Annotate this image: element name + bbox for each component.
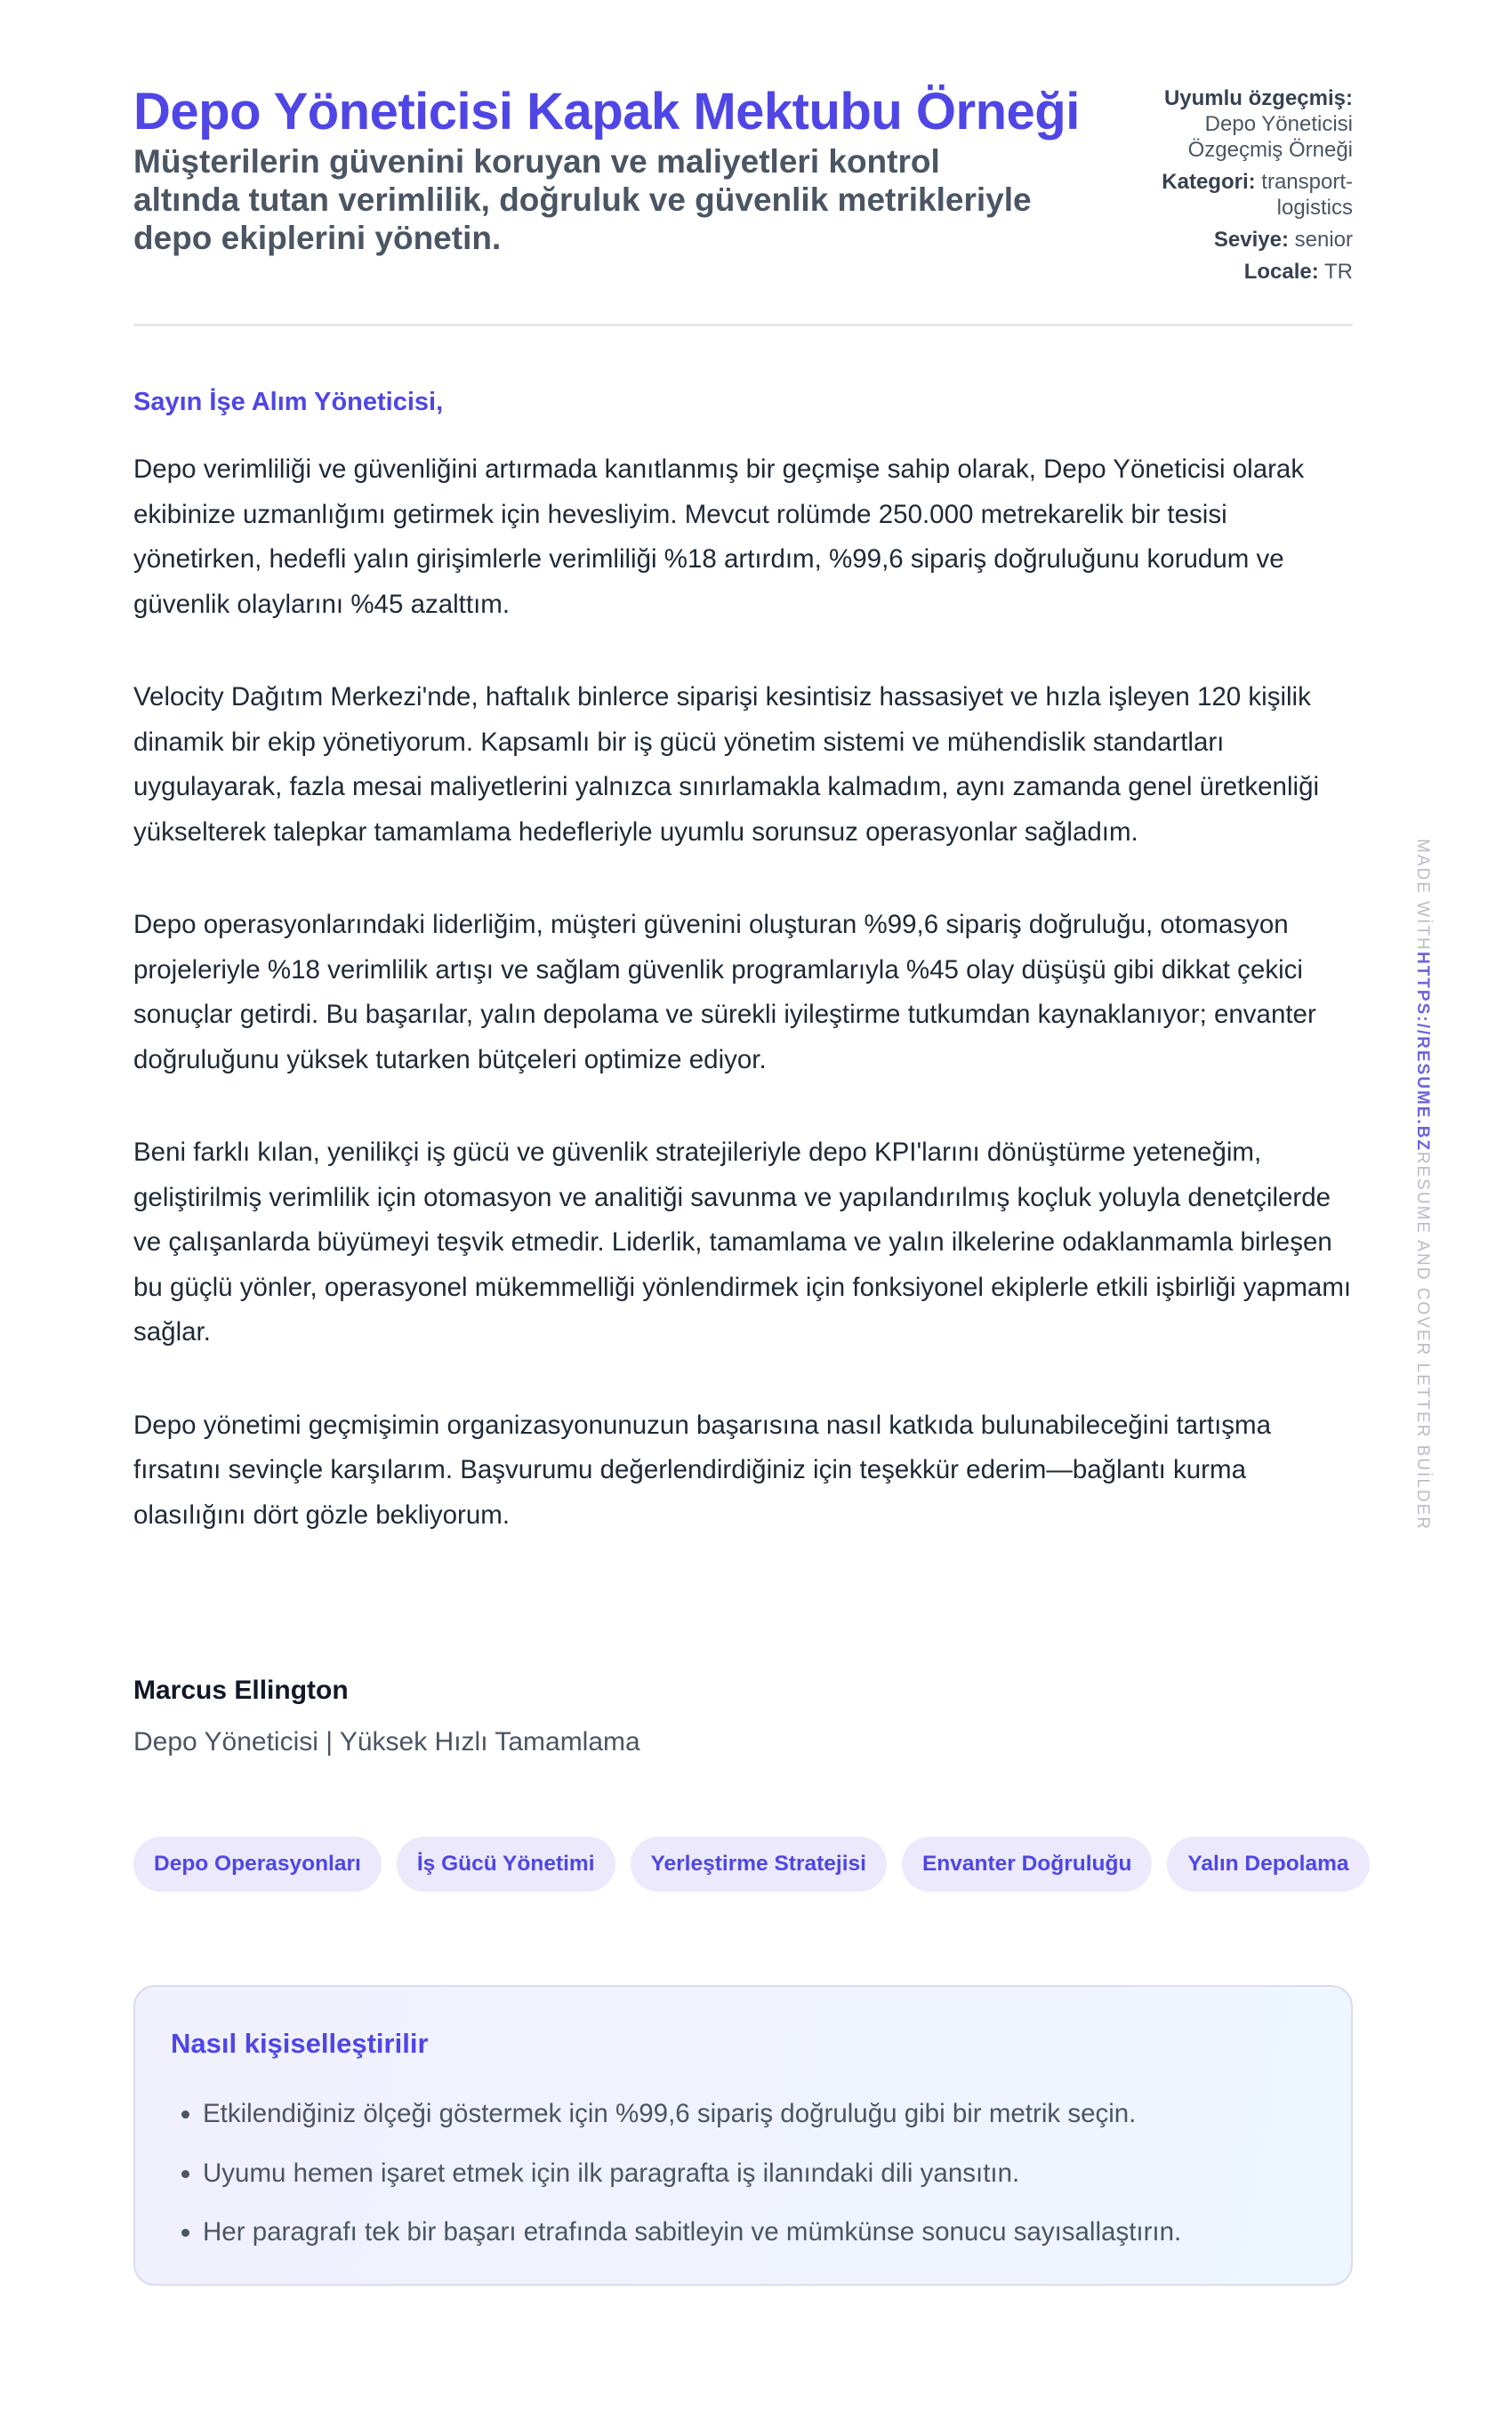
side-banner	[1412, 839, 1432, 1531]
resume-link[interactable]: Depo Yöneticisi Özgeçmiş Örneği	[1187, 112, 1353, 162]
greeting: Sayın İşe Alım Yöneticisi,	[133, 388, 444, 416]
locale-value: TR	[1324, 260, 1353, 284]
level-value: senior	[1294, 228, 1353, 252]
page-subtitle: Müşterilerin güvenini koruyan ve maliyetleri kontrol altında tutan verimlilik, doğruluk ve güvenlik metrikleriyle depo ekiplerini yönetin.	[133, 143, 1032, 256]
tag: İş Gücü Yönetimi	[397, 1837, 615, 1892]
signature-name: Marcus Ellington	[133, 1676, 349, 1705]
tips-heading: Nasıl kişiselleştirilir	[171, 2028, 429, 2059]
resume-label: Uyumlu özgeçmiş:	[1163, 86, 1353, 110]
paragraph: Depo verimliliği ve güvenliğini artırmada kanıtlanmış bir geçmişe sahip olarak, Depo Yöneticisi olarak ekibinize uzmanlığımı getirmek için hevesliyim. Mevcut rolümde 250.000 metrekarelik bir tesisi yönetirken, hedefli yalın girişimlerle verimliliği %18 artırdım, %99,6 sipariş doğruluğunu korudum ve güvenlik olaylarını %45 azalttım.	[133, 454, 1305, 619]
paragraph: Depo yönetimi geçmişimin organizasyonunuzun başarısına nasıl katkıda bulunabileceğini tartışma fırsatını sevinçle karşılarım. Başvurumu değerlendirdiğiniz için teşekkür ederim—bağlantı kurma olasılığını dört gözle bekliyorum.	[133, 1410, 1272, 1530]
page-header	[133, 82, 1353, 284]
tag: Yalın Depolama	[1167, 1837, 1369, 1892]
tip-item: • Etkilendiğiniz ölçeği göstermek için %99,6 sipariş doğruluğu gibi bir metrik seçin.	[203, 2085, 1181, 2144]
banner-prefix: MADE WİTH	[1413, 839, 1432, 952]
tips-list	[171, 2085, 1181, 2263]
signature-title: Depo Yöneticisi | Yüksek Hızlı Tamamlama	[133, 1727, 640, 1757]
locale-label: Locale:	[1243, 260, 1319, 284]
page-title: Depo Yöneticisi Kapak Mektubu Örneği	[133, 83, 1080, 141]
banner-link[interactable]: HTTPS://RESUME.BZ	[1413, 951, 1432, 1152]
category-label: Kategori:	[1162, 170, 1256, 194]
paragraph: Depo operasyonlarındaki liderliğim, müşteri güvenini oluşturan %99,6 sipariş doğruluğu, otomasyon projeleriyle %18 verimlilik artışı ve sağlam güvenlik programlarıyla %45 olay düşüşü gibi dikkat çekici sonuçlar getirdi. Bu başarılar, yalın depolama ve sürekli iyileştirme tutkumdan kaynaklanıyor; envanter doğruluğunu yüksek tutarken bütçeleri optimize ediyor.	[133, 910, 1316, 1074]
skill-tags	[133, 1837, 1370, 1892]
letter-body	[133, 388, 1361, 1586]
category-value: transport-logistics	[1261, 170, 1353, 220]
tag: Depo Operasyonları	[133, 1837, 382, 1892]
paragraph: Beni farklı kılan, yenilikçi iş gücü ve güvenlik stratejileriyle depo KPI'larını dönüştürme yeteneğim, geliştirilmiş verimlilik için otomasyon ve analitiği savunma ve yapılandırılmış koçluk yoluyla denetçilerde ve çalışanlarda büyümeyi teşvik etmedir. Liderlik, tamamlama ve yalın ilkelerine odaklanmamla birleşen bu güçlü yönler, operasyonel mükemmelliği yönlendirmek için fonksiyonel ekiplerle etkili işbirliği yapmamı sağlar.	[133, 1138, 1352, 1347]
header-divider	[133, 324, 1353, 326]
tag: Envanter Doğruluğu	[902, 1837, 1152, 1892]
tip-item: • Her paragrafı tek bir başarı etrafında sabitleyin ve mümkünse sonucu sayısallaştırın.	[203, 2203, 1181, 2263]
paragraph: Velocity Dağıtım Merkezi'nde, haftalık binlerce siparişi kesintisiz hassasiyet ve hızla işleyen 120 kişilik dinamik bir ekip yönetiyorum. Kapsamlı bir iş gücü yönetim sistemi ve mühendislik standartları uygulayarak, fazla mesai maliyetlerini yalnızca sınırlamakla kalmadım, aynı zamanda genel üretkenliği yükselterek talepkar tamamlama hedefleriyle uyumlu sorunsuz operasyonlar sağladım.	[133, 682, 1320, 847]
banner-suffix: RESUME AND COVER LETTER BUİLDER	[1413, 1151, 1432, 1532]
tag: Yerleştirme Stratejisi	[631, 1837, 887, 1892]
level-label: Seviye:	[1213, 228, 1289, 252]
personalize-tips-box	[133, 1985, 1353, 2286]
meta-info	[1148, 85, 1353, 291]
tip-item: • Uyumu hemen işaret etmek için ilk paragrafta iş ilanındaki dili yansıtın.	[203, 2144, 1181, 2204]
